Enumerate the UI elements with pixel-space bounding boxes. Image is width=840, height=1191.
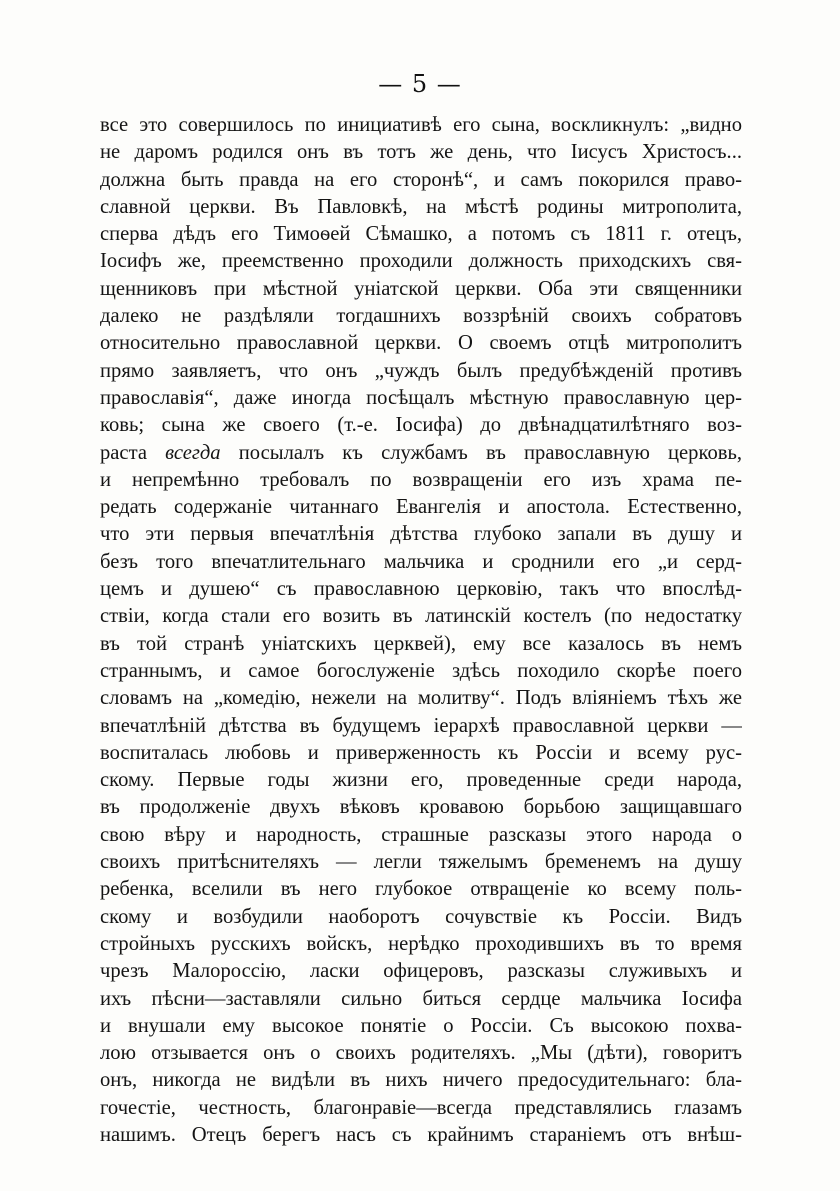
text-line: гочестіе, честность, благонравіе—всегда представлялись глазамъ bbox=[100, 1096, 742, 1119]
text-line: что эти первыя впечатлѣнія дѣтства глубоко запали въ душу и bbox=[100, 523, 742, 546]
text-line: сперва дѣдъ его Тимоѳей Сѣмашко, а потомъ съ 1811 г. отецъ, bbox=[100, 223, 742, 246]
text-line: въ продолженіе двухъ вѣковъ кровавою борьбою защищавшаго bbox=[100, 796, 742, 819]
text-line: свою вѣру и народность, страшные разсказы этого народа о bbox=[100, 823, 742, 846]
text-line: прямо заявляетъ, что онъ „чуждъ былъ предубѣжденій противъ bbox=[100, 359, 742, 382]
text-line: ихъ пѣсни—заставляли сильно биться сердце мальчика Іосифа bbox=[100, 987, 742, 1010]
text-line: и внушали ему высокое понятіе о Россіи. Съ высокою похва- bbox=[100, 1014, 742, 1037]
text-line: должна быть правда на его сторонѣ“, и самъ покорился право- bbox=[100, 168, 742, 191]
text-segment: раста bbox=[100, 441, 166, 464]
text-line: воспиталась любовь и приверженность къ Россіи и всему рус- bbox=[100, 741, 742, 764]
text-line: не даромъ родился онъ въ тотъ же день, что Іисусъ Христосъ... bbox=[100, 141, 742, 164]
text-line: безъ того впечатлительнаго мальчика и сроднили его „и серд- bbox=[100, 550, 742, 573]
text-line: скому и возбудили наоборотъ сочувствіе къ Россіи. Видъ bbox=[100, 905, 742, 928]
text-line: все это совершилось по инициативѣ его сына, воскликнулъ: „видно bbox=[100, 114, 742, 136]
text-line: чрезъ Малороссію, ласки офицеровъ, разсказы служивыхъ и bbox=[100, 960, 742, 983]
text-line: ковь; сына же своего (т.-е. Іосифа) до двѣнадцатилѣтняго воз- bbox=[100, 414, 742, 437]
text-line: лою отзывается онъ о своихъ родителяхъ. „Мы (дѣти), говоритъ bbox=[100, 1042, 742, 1065]
text-line: Іосифъ же, преемственно проходили должность приходскихъ свя- bbox=[100, 250, 742, 273]
text-segment: посылалъ къ службамъ въ православную церковь, bbox=[220, 441, 742, 464]
text-line: въ той странѣ уніатскихъ церквей), ему все казалось въ немъ bbox=[100, 632, 742, 655]
text-line: онъ, никогда не видѣли въ нихъ ничего предосудительнаго: бла- bbox=[100, 1069, 742, 1092]
body-text bbox=[100, 112, 742, 1149]
text-line: и непремѣнно требовалъ по возвращеніи его изъ храма пе- bbox=[100, 468, 742, 491]
text-line: щенниковъ при мѣстной уніатской церкви. Оба эти священники bbox=[100, 277, 742, 300]
text-line: своихъ притѣснителяхъ — легли тяжелымъ бременемъ на душу bbox=[100, 851, 742, 874]
text-line: скому. Первые годы жизни его, проведенные среди народа, bbox=[100, 769, 742, 792]
text-line: ствіи, когда стали его возить въ латинскій костелъ (по недостатку bbox=[100, 605, 742, 628]
italic-emphasis: всегда bbox=[165, 441, 221, 464]
page-number: — 5 — bbox=[378, 70, 462, 98]
text-line: впечатлѣній дѣтства въ будущемъ іерархѣ православной церкви — bbox=[100, 714, 742, 737]
text-line: славной церкви. Въ Павловкѣ, на мѣстѣ родины митрополита, bbox=[100, 195, 742, 218]
text-line: цемъ и душею“ съ православною церковію, такъ что впослѣд- bbox=[100, 578, 742, 601]
text-line: стройныхъ русскихъ войскъ, нерѣдко проходившихъ въ то время bbox=[100, 932, 742, 955]
text-line: нашимъ. Отецъ берегъ насъ съ крайнимъ стараніемъ отъ внѣш- bbox=[100, 1123, 742, 1146]
text-line: редать содержаніе читаннаго Евангелія и апостола. Естественно, bbox=[100, 496, 742, 519]
text-line: далеко не раздѣляли тогдашнихъ воззрѣній своихъ собратовъ bbox=[100, 305, 742, 328]
text-line bbox=[100, 440, 742, 467]
text-line: ребенка, вселили въ него глубокое отвращеніе ко всему поль- bbox=[100, 878, 742, 901]
text-line: страннымъ, и самое богослуженіе здѣсь походило скорѣе поего bbox=[100, 659, 742, 682]
text-line: православія“, даже иногда посѣщалъ мѣстную православную цер- bbox=[100, 386, 742, 409]
text-line: относительно православной церкви. О своемъ отцѣ митрополитъ bbox=[100, 332, 742, 355]
text-line: словамъ на „комедію, нежели на молитву“. Подъ вліяніемъ тѣхъ же bbox=[100, 687, 742, 710]
